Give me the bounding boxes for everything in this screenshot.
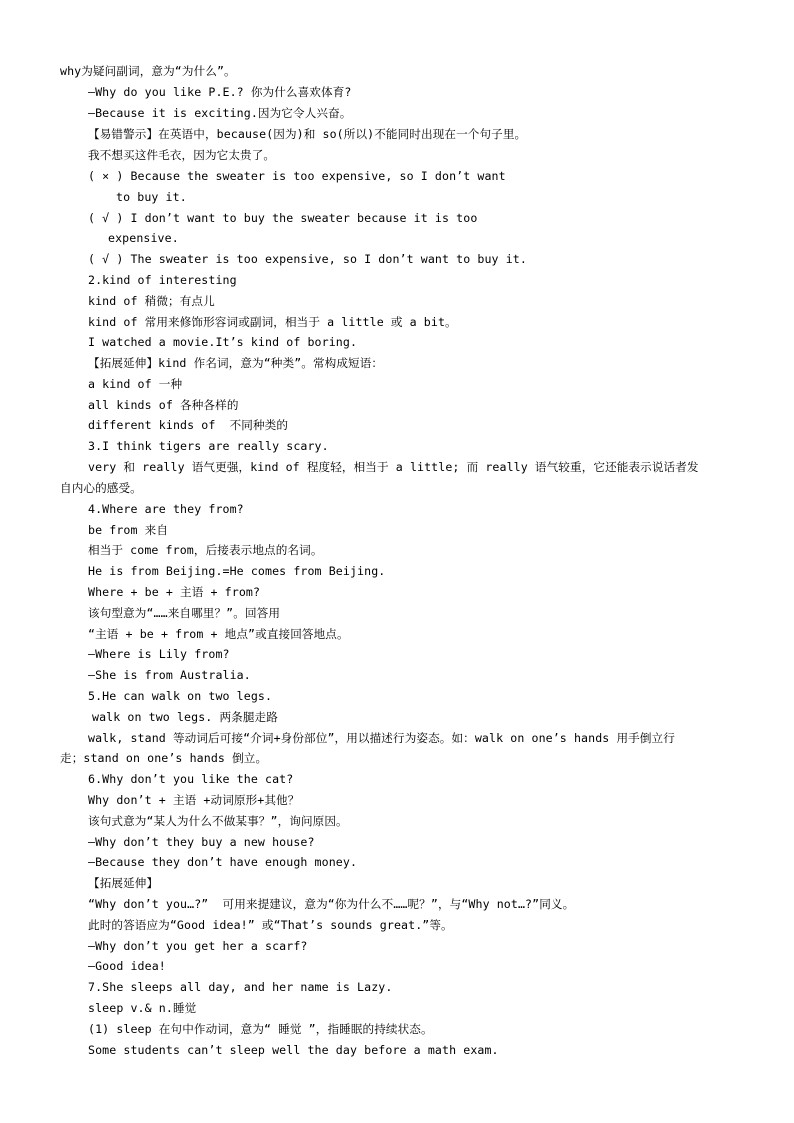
text-line: walk, stand 等动词后可接“介词+身份部位”，用以描述行为姿态。如：walk on one’s hands 用手倒立行 — [88, 731, 675, 745]
text-line: 【易错警示】在英语中，because(因为)和 so(所以)不能同时出现在一个句子里。 — [88, 127, 527, 141]
text-line: why为疑问副词，意为“为什么”。 — [60, 64, 236, 78]
text-line: 自内心的感受。 — [60, 481, 142, 495]
text-line: 3.I think tigers are really scary. — [88, 439, 329, 453]
text-line: kind of 常用来修饰形容词或副词，相当于 a little 或 a bit。 — [88, 315, 457, 329]
text-line: 该句型意为“……来自哪里？”。回答用 — [88, 606, 281, 620]
text-line: 该句式意为“某人为什么不做某事？”，询问原因。 — [88, 814, 348, 828]
text-line: be from 来自 — [88, 523, 169, 537]
text-line: ( √ ) The sweater is too expensive, so I don’t want to buy it. — [88, 252, 527, 266]
text-line: “Why don’t you…?” 可用来提建议，意为“你为什么不……呢？”，与“Why not…?”同义。 — [88, 897, 575, 911]
text-line: 【拓展延伸】 — [88, 876, 159, 890]
text-line: Why don’t + 主语 +动词原形+其他？ — [88, 793, 300, 807]
text-line: —Good idea! — [88, 959, 166, 973]
text-line: —Why do you like P.E.? 你为什么喜欢体育? — [88, 85, 352, 99]
text-line: 此时的答语应为“Good idea!” 或“That’s sounds great.”等。 — [88, 918, 453, 932]
text-line: He is from Beijing.=He comes from Beijing. — [88, 564, 386, 578]
text-line: —Why don’t they buy a new house? — [88, 835, 315, 849]
text-line: 4.Where are they from? — [88, 502, 244, 516]
text-line: —Why don’t you get her a scarf? — [88, 939, 308, 953]
text-line: —Because they don’t have enough money. — [88, 855, 358, 869]
text-line: 走；stand on one’s hands 倒立。 — [60, 751, 268, 765]
text-line: all kinds of 各种各样的 — [88, 398, 239, 412]
text-line: 我不想买这件毛衣，因为它太贵了。 — [88, 148, 276, 162]
text-line: “主语 + be + from + 地点”或直接回答地点。 — [88, 627, 349, 641]
text-line: sleep v.& n.睡觉 — [88, 1001, 197, 1015]
text-line: 2.kind of interesting — [88, 273, 237, 287]
text-line: 7.She sleeps all day, and her name is Lazy. — [88, 980, 393, 994]
text-line: ( × ) Because the sweater is too expensive, so I don’t want — [88, 169, 506, 183]
text-line: kind of 稍微；有点儿 — [88, 294, 215, 308]
text-line: ( √ ) I don’t want to buy the sweater because it is too — [88, 211, 478, 225]
text-line: I watched a movie.It’s kind of boring. — [88, 335, 358, 349]
text-line: —Because it is exciting.因为它令人兴奋。 — [88, 106, 352, 120]
text-line: Some students can’t sleep well the day before a math exam. — [88, 1043, 499, 1057]
text-line: to buy it. — [116, 190, 187, 204]
text-line: Where + be + 主语 + from? — [88, 585, 261, 599]
text-line: 【拓展延伸】kind 作名词，意为“种类”。常构成短语： — [88, 356, 384, 370]
text-line: 相当于 come from，后接表示地点的名词。 — [88, 543, 323, 557]
text-line: —Where is Lily from? — [88, 647, 230, 661]
text-line: (1) sleep 在句中作动词，意为“ 睡觉 ”，指睡眠的持续状态。 — [88, 1022, 433, 1036]
text-line: different kinds of 不同种类的 — [88, 418, 289, 432]
text-line: very 和 really 语气更强，kind of 程度轻，相当于 a little; 而 really 语气较重，它还能表示说话者发 — [88, 460, 699, 474]
text-line: walk on two legs. 两条腿走路 — [92, 710, 278, 724]
text-line: expensive. — [108, 231, 179, 245]
text-line: —She is from Australia. — [88, 668, 251, 682]
text-line: 5.He can walk on two legs. — [88, 689, 273, 703]
text-line: a kind of 一种 — [88, 377, 183, 391]
text-line: 6.Why don’t you like the cat? — [88, 772, 294, 786]
